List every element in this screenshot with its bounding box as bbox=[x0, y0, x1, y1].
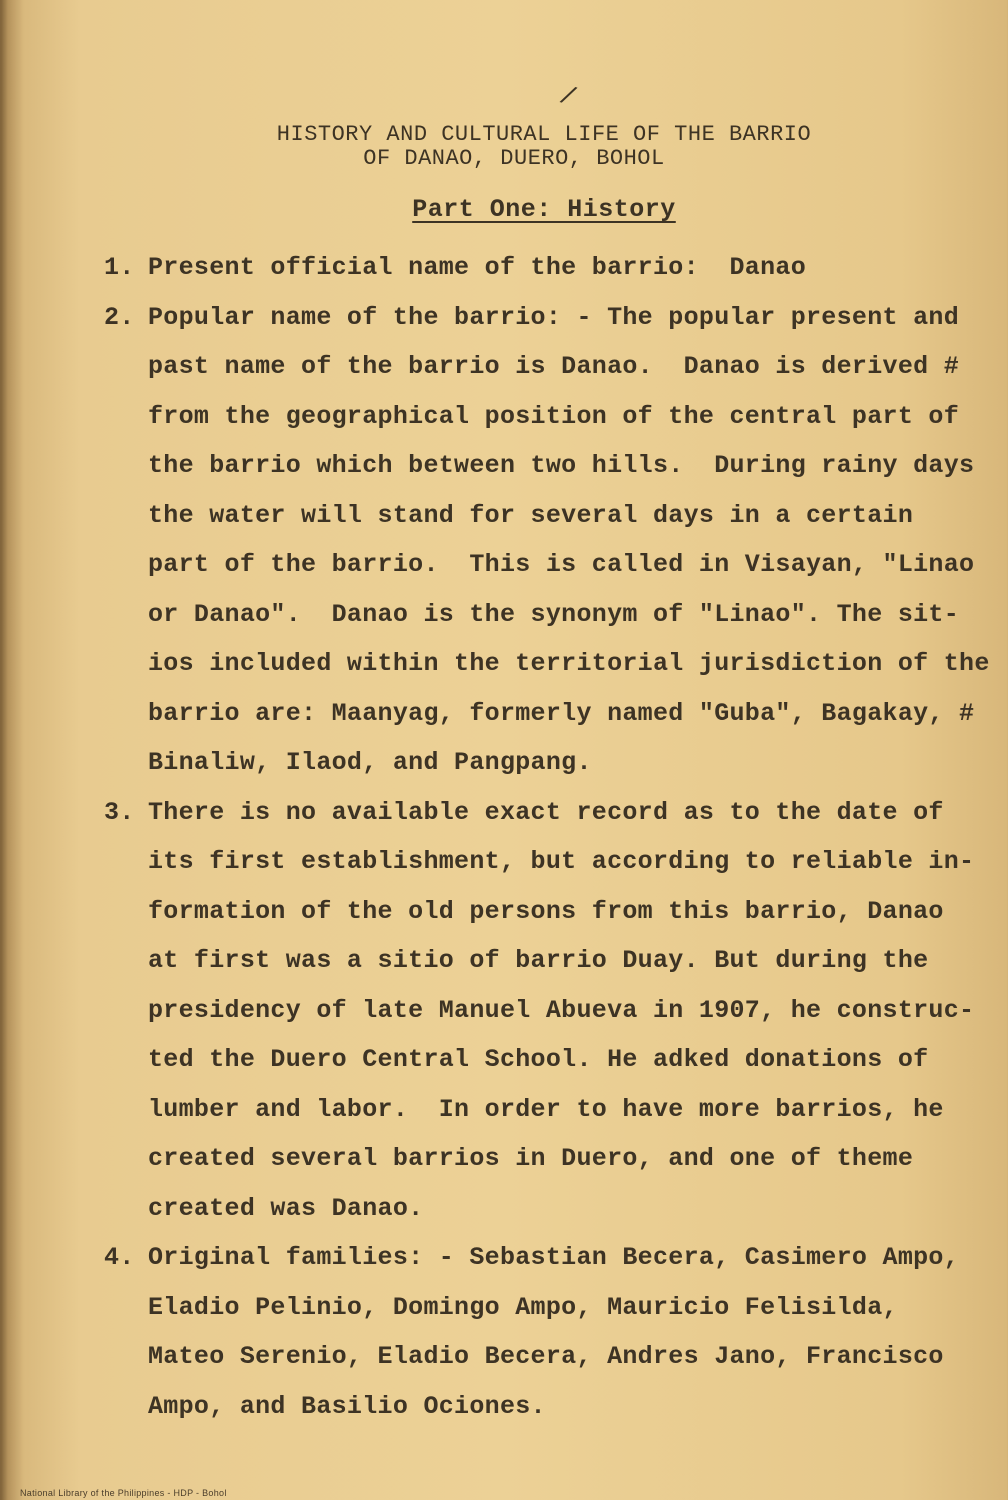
item-number: 4. bbox=[104, 1243, 135, 1272]
item-number: 2. bbox=[104, 302, 135, 332]
item-line: Original families: - Sebastian Becera, Casimero Ampo, bbox=[148, 1243, 960, 1272]
item-line: ios included within the territorial jurisdiction of the bbox=[148, 649, 990, 678]
page-mark: / bbox=[555, 80, 580, 114]
list-item bbox=[104, 293, 990, 788]
item-line: Mateo Serenio, Eladio Becera, Andres Jano, Francisco bbox=[148, 1342, 944, 1371]
item-line: the barrio which between two hills. During rainy days bbox=[148, 451, 975, 480]
document-title-line-2: OF DANAO, DUERO, BOHOL bbox=[363, 146, 665, 171]
item-line: Eladio Pelinio, Domingo Ampo, Mauricio Felisilda, bbox=[148, 1292, 898, 1322]
item-line: at first was a sitio of barrio Duay. But during the bbox=[148, 946, 929, 975]
item-line: created several barrios in Duero, and one of theme bbox=[148, 1144, 914, 1173]
item-line: the water will stand for several days in a certain bbox=[148, 500, 914, 530]
section-heading-text: Part One: History bbox=[412, 195, 676, 224]
item-line: Ampo, and Basilio Ociones. bbox=[148, 1391, 546, 1421]
item-line: barrio are: Maanyag, formerly named "Guba", Bagakay, # bbox=[148, 698, 975, 728]
item-line: ted the Duero Central School. He adked donations of bbox=[148, 1045, 929, 1074]
item-line: lumber and labor. In order to have more barrios, he bbox=[148, 1094, 944, 1124]
item-line: Binaliw, Ilaod, and Pangpang. bbox=[148, 748, 592, 777]
list-item bbox=[104, 243, 974, 293]
archive-footer: National Library of the Philippines - HDP - Bohol bbox=[20, 1488, 227, 1498]
item-line: or Danao". Danao is the synonym of "Linao". The sit- bbox=[148, 599, 960, 629]
document-title-line-1: HISTORY AND CULTURAL LIFE OF THE BARRIO bbox=[276, 122, 812, 147]
item-line: past name of the barrio is Danao. Danao is derived # bbox=[148, 352, 960, 381]
item-number: 1. bbox=[104, 253, 135, 282]
item-line: Popular name of the barrio: - The popular present and bbox=[148, 302, 960, 332]
item-line: created was Danao. bbox=[148, 1193, 424, 1223]
history-items-list bbox=[104, 243, 990, 1431]
item-line: Present official name of the barrio: Danao bbox=[148, 253, 807, 282]
item-line: There is no available exact record as to the date of bbox=[148, 797, 944, 827]
item-line: from the geographical position of the central part of bbox=[148, 401, 960, 431]
item-line: its first establishment, but according to reliable in- bbox=[148, 847, 975, 876]
section-heading bbox=[40, 197, 1008, 223]
item-line: part of the barrio. This is called in Visayan, "Linao bbox=[148, 550, 975, 579]
item-number: 3. bbox=[104, 797, 135, 827]
item-line: formation of the old persons from this barrio, Danao bbox=[148, 896, 944, 926]
list-item bbox=[104, 1233, 974, 1431]
list-item bbox=[104, 788, 974, 1234]
item-line: presidency of late Manuel Abueva in 1907, he construc- bbox=[148, 995, 975, 1025]
